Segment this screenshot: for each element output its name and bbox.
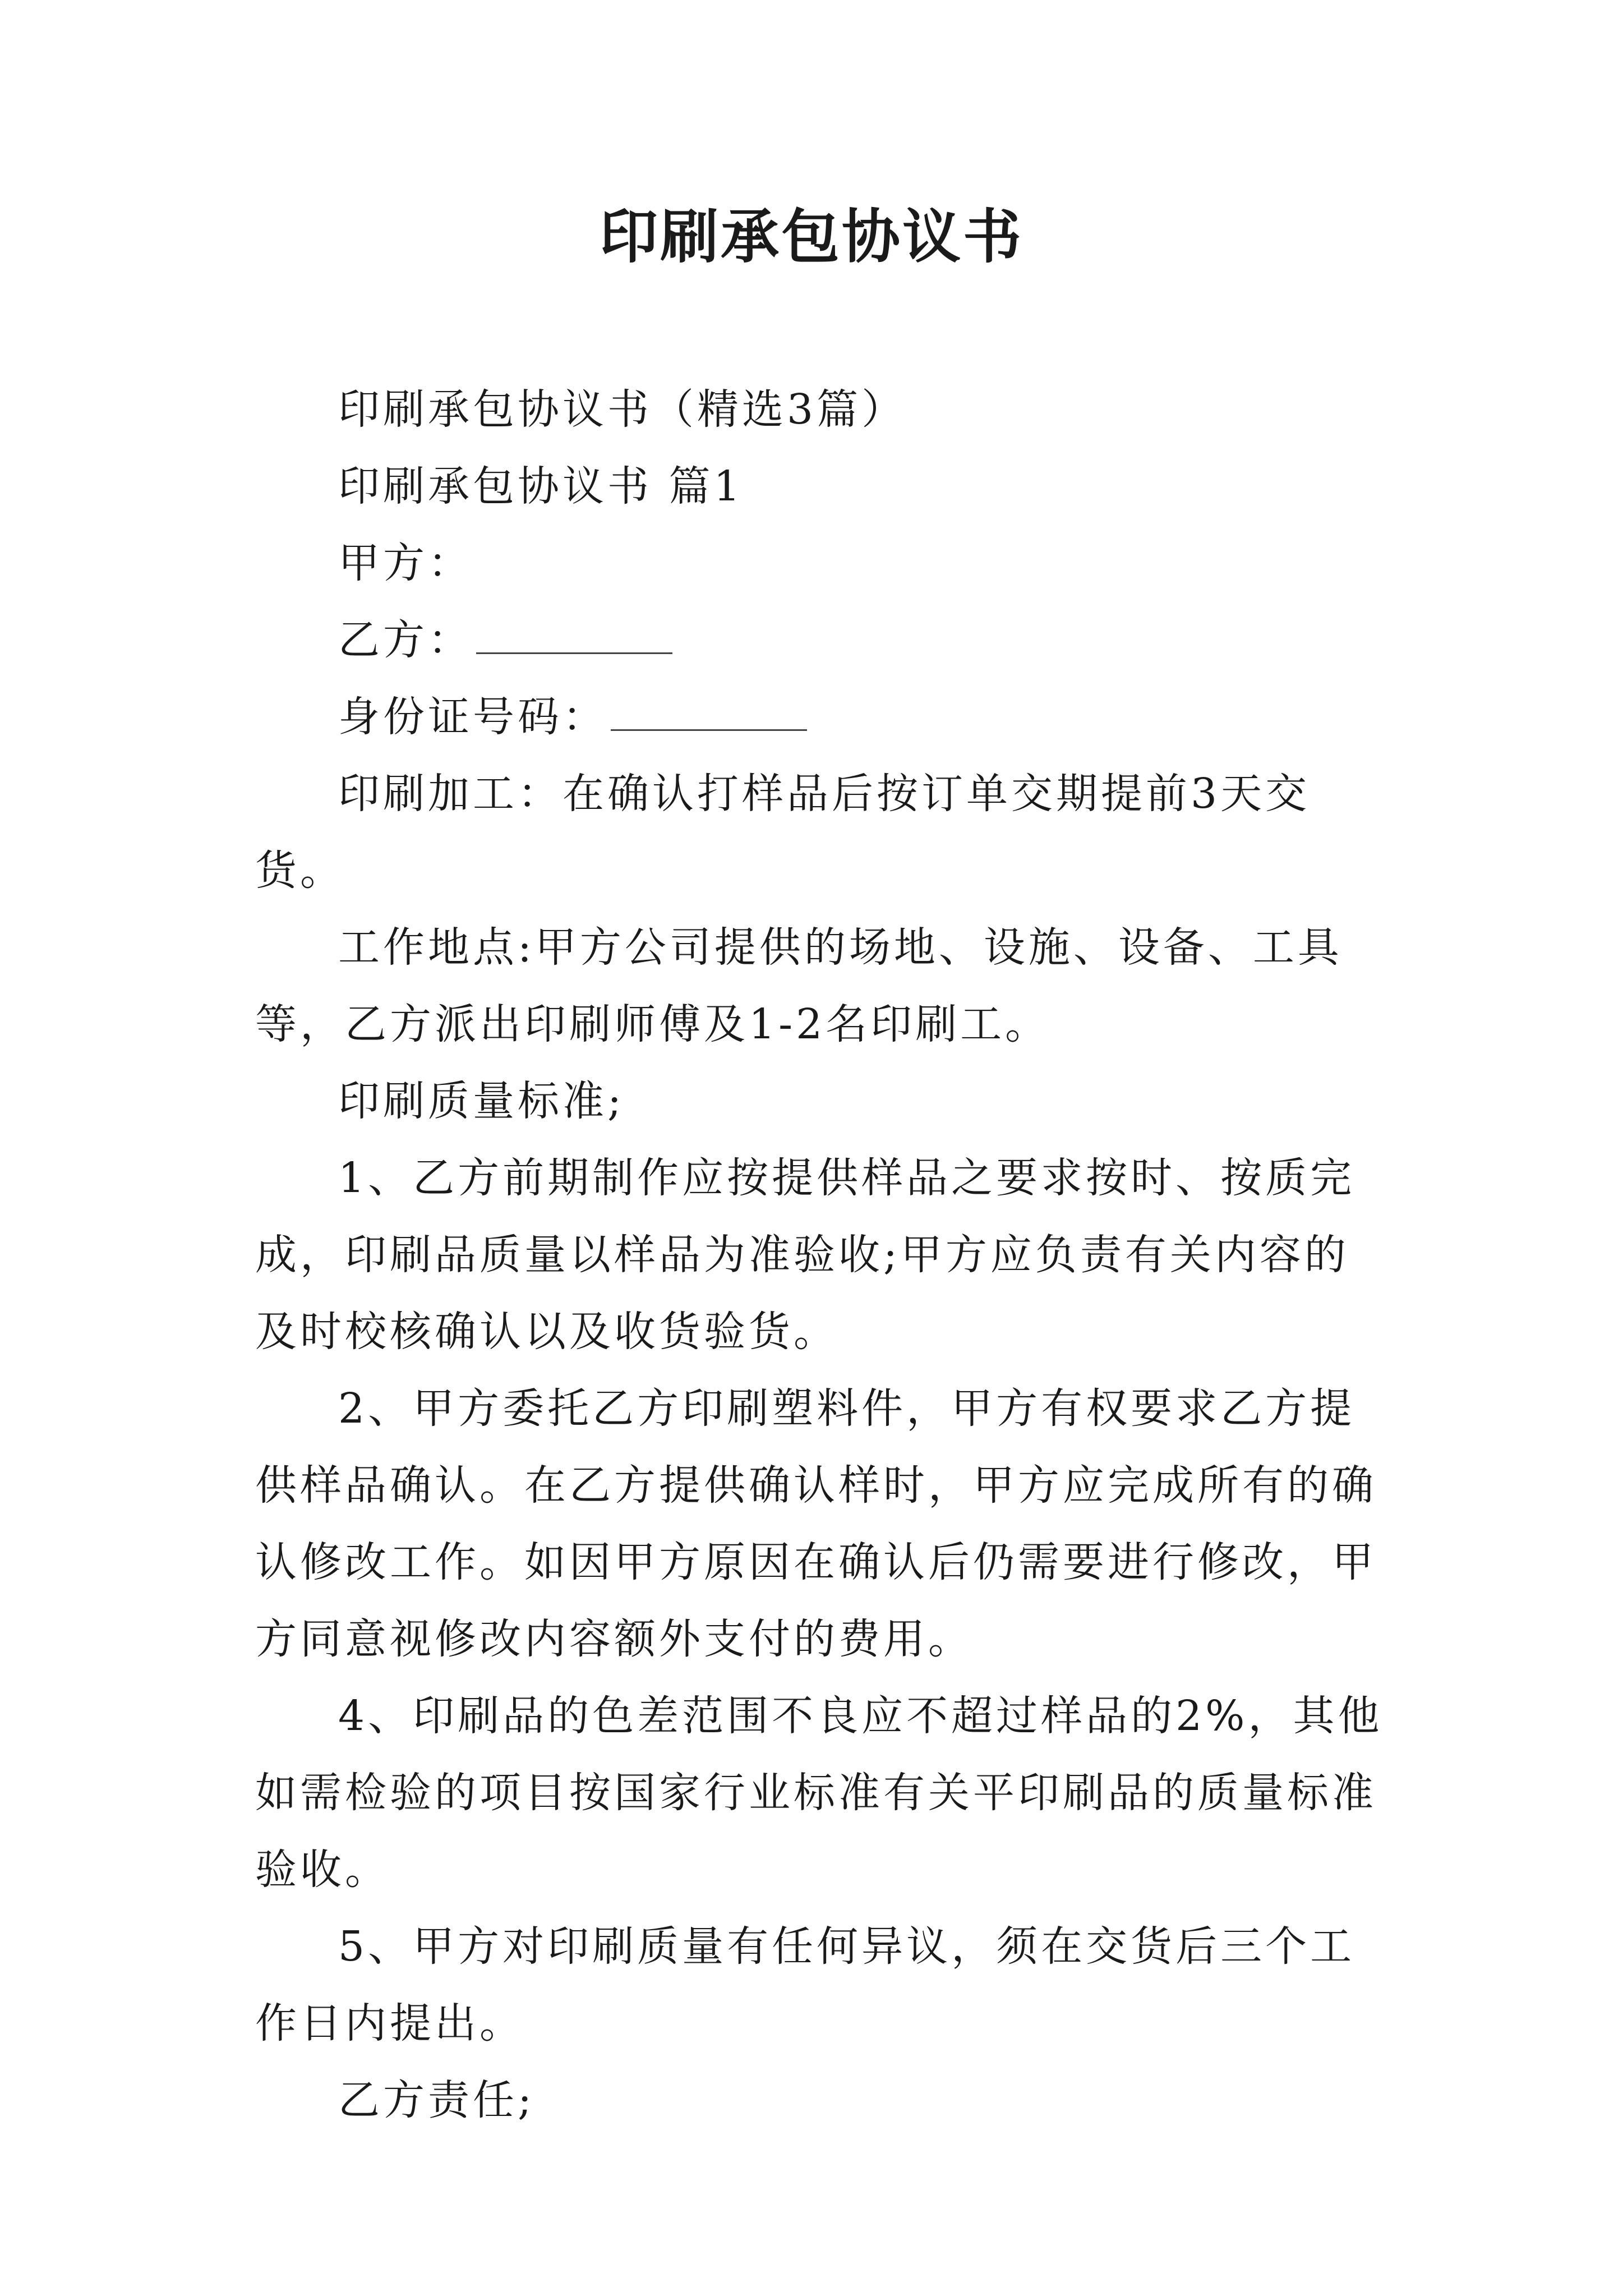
- paragraph-clause-5: 5、甲方对印刷质量有任何异议，须在交货后三个工作日内提出。: [255, 1922, 1355, 2047]
- party-b-label: 乙方：: [338, 616, 473, 664]
- document-body: [255, 371, 1390, 2139]
- id-number-label: 身份证号码：: [338, 693, 607, 741]
- document-title: 印刷承包协议书: [599, 202, 1023, 271]
- paragraph-work-location: 工作地点:甲方公司提供的场地、设施、设备、工具等，乙方派出印刷师傅及1-2名印刷工。: [255, 923, 1343, 1048]
- paragraph-section-heading: 印刷承包协议书 篇1: [338, 462, 744, 510]
- paragraph-clause-2: 2、甲方委托乙方印刷塑料件，甲方有权要求乙方提供样品确认。在乙方提供确认样时，甲方应完成所有的确认修改工作。如因甲方原因在确认后仍需要进行修改，甲方同意视修改内容额外支付的费用。: [255, 1384, 1377, 1663]
- paragraph-clause-1: 1、乙方前期制作应按提供样品之要求按时、按质完成，印刷品质量以样品为准验收;甲方应负责有关内容的及时校核确认以及收货验货。: [255, 1154, 1355, 1356]
- party-a-label: 甲方：: [338, 539, 473, 587]
- paragraph-party-b-responsibility: 乙方责任;: [338, 2076, 535, 2124]
- paragraph-id-number: [255, 679, 1390, 756]
- paragraph-party-a: [255, 525, 1390, 602]
- party-b-blank-line: [476, 630, 672, 654]
- paragraph-party-b: [255, 602, 1390, 679]
- paragraph-quality-standard-heading: 印刷质量标准;: [338, 1077, 625, 1125]
- id-number-blank-line: [611, 707, 807, 731]
- paragraph-clause-4: 4、印刷品的色差范围不良应不超过样品的2%，其他如需检验的项目按国家行业标准有关平印刷品的质量标准验收。: [255, 1692, 1383, 1894]
- paragraph-printing-processing: 印刷加工：在确认打样品后按订单交期提前3天交货。: [255, 770, 1311, 895]
- paragraph-subtitle: 印刷承包协议书（精选3篇）: [338, 385, 907, 434]
